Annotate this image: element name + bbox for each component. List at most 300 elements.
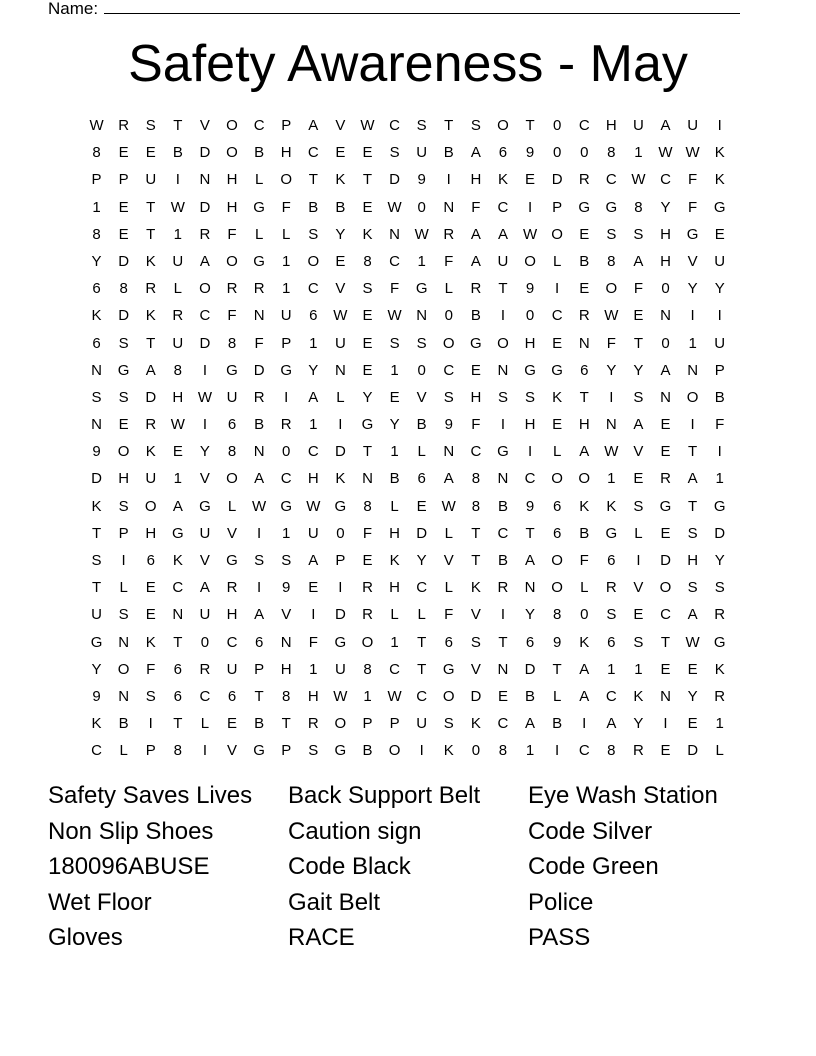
grid-letter: V xyxy=(335,117,346,134)
grid-letter: P xyxy=(714,361,725,379)
grid-letter: P xyxy=(118,524,129,542)
grid-letter: A xyxy=(199,579,210,597)
grid-letter: L xyxy=(444,280,453,298)
grid-letter: I xyxy=(500,606,506,624)
grid-letter: R xyxy=(362,606,373,624)
grid-letter: C xyxy=(470,443,482,461)
grid-letter: W xyxy=(387,198,402,216)
grid-letter: N xyxy=(253,443,265,461)
grid-letter: U xyxy=(145,470,157,488)
grid-letter: 1 xyxy=(634,144,643,162)
grid-letter: G xyxy=(713,633,726,651)
grid-letter: O xyxy=(388,742,401,760)
grid-letter: K xyxy=(91,497,102,515)
grid-letter: 0 xyxy=(336,524,345,542)
grid-letter: L xyxy=(715,742,724,760)
grid-letter: I xyxy=(257,524,262,542)
grid-letter: L xyxy=(417,443,426,461)
grid-row xyxy=(83,710,733,737)
grid-letter: I xyxy=(148,715,153,733)
word-list-item: Caution sign xyxy=(288,817,422,845)
grid-letter: W xyxy=(604,307,619,325)
grid-letter: W xyxy=(685,633,700,651)
grid-letter: B xyxy=(362,742,373,760)
grid-letter: W xyxy=(522,225,538,243)
grid-letter: P xyxy=(254,660,265,678)
grid-letter: T xyxy=(688,497,698,515)
grid-letter: 9 xyxy=(92,443,101,461)
grid-letter: A xyxy=(633,416,644,434)
grid-letter: A xyxy=(443,470,454,488)
grid-letter: E xyxy=(362,198,373,216)
grid-letter: I xyxy=(609,388,614,406)
grid-letter: V xyxy=(227,524,238,542)
grid-letter: L xyxy=(444,579,453,597)
grid-letter: W xyxy=(604,443,619,461)
grid-letter: G xyxy=(659,497,672,515)
grid-letter: T xyxy=(498,280,508,298)
grid-letter: B xyxy=(254,144,265,162)
grid-letter: Y xyxy=(714,280,725,298)
grid-letter: A xyxy=(660,361,671,379)
grid-letter: Y xyxy=(633,361,644,379)
grid-row xyxy=(83,248,733,275)
grid-letter: 8 xyxy=(119,280,128,298)
grid-letter: L xyxy=(580,579,589,597)
grid-letter: O xyxy=(226,144,238,162)
grid-letter: E xyxy=(525,171,536,189)
grid-letter: N xyxy=(91,416,102,434)
grid-letter: Y xyxy=(416,552,427,569)
grid-letter: P xyxy=(389,715,400,733)
word-list-item: Code Black xyxy=(288,853,411,880)
grid-letter: I xyxy=(690,307,695,325)
grid-letter: C xyxy=(605,171,617,189)
grid-letter: I xyxy=(257,579,262,597)
grid-letter: D xyxy=(660,552,671,569)
grid-letter: E xyxy=(687,715,698,733)
grid-letter: C xyxy=(578,117,590,134)
grid-letter: T xyxy=(173,117,183,134)
grid-letter: O xyxy=(686,388,699,406)
grid-letter: C xyxy=(660,171,671,189)
grid-letter: E xyxy=(145,144,156,162)
grid-letter: 1 xyxy=(173,225,182,243)
grid-letter: T xyxy=(173,633,183,651)
grid-letter: O xyxy=(117,443,130,461)
grid-letter: L xyxy=(282,225,291,243)
grid-letter: F xyxy=(227,225,237,243)
grid-letter: N xyxy=(578,334,590,352)
grid-letter: R xyxy=(633,742,644,760)
grid-letter: B xyxy=(714,388,725,406)
grid-letter: T xyxy=(498,633,508,651)
grid-letter: H xyxy=(280,144,292,162)
grid-letter: R xyxy=(199,225,211,243)
grid-letter: O xyxy=(551,579,563,597)
grid-letter: E xyxy=(308,579,319,597)
grid-letter: I xyxy=(175,171,180,189)
grid-letter: E xyxy=(172,443,183,461)
grid-letter: V xyxy=(470,660,481,678)
grid-letter: E xyxy=(660,443,671,461)
grid-letter: O xyxy=(551,225,563,243)
grid-letter: 6 xyxy=(580,361,589,379)
grid-letter: K xyxy=(91,307,102,325)
grid-letter: A xyxy=(470,252,481,270)
grid-letter: U xyxy=(91,606,102,624)
grid-letter: 9 xyxy=(525,144,535,162)
grid-letter: I xyxy=(582,715,587,733)
grid-letter: 1 xyxy=(525,742,535,760)
grid-letter: A xyxy=(145,361,156,379)
grid-row xyxy=(83,465,733,492)
grid-letter: U xyxy=(145,171,157,189)
grid-row xyxy=(83,656,733,683)
grid-letter: W xyxy=(414,225,429,243)
grid-letter: C xyxy=(497,198,509,216)
grid-letter: N xyxy=(280,633,292,651)
grid-letter: K xyxy=(552,388,563,406)
grid-letter: C xyxy=(443,361,455,379)
grid-letter: N xyxy=(605,416,617,434)
grid-letter: 6 xyxy=(607,633,616,651)
grid-letter: E xyxy=(362,144,373,162)
grid-letter: C xyxy=(253,117,265,134)
grid-letter: H xyxy=(389,579,400,597)
grid-letter: S xyxy=(118,334,129,352)
grid-letter: E xyxy=(497,687,508,705)
grid-letter: G xyxy=(334,633,347,651)
grid-letter: E xyxy=(362,361,373,379)
grid-letter: V xyxy=(470,606,481,624)
grid-letter: 1 xyxy=(390,633,399,651)
grid-letter: G xyxy=(470,334,482,352)
grid-letter: C xyxy=(524,470,536,488)
grid-letter: U xyxy=(172,252,184,270)
grid-letter: R xyxy=(578,171,590,189)
grid-letter: K xyxy=(470,579,481,597)
grid-letter: H xyxy=(687,552,699,569)
grid-letter: I xyxy=(636,552,641,569)
grid-letter: G xyxy=(334,742,347,760)
grid-letter: O xyxy=(524,252,536,270)
grid-letter: L xyxy=(390,606,399,624)
grid-letter: S xyxy=(714,579,725,597)
grid-letter: S xyxy=(606,606,617,624)
grid-letter: R xyxy=(470,280,482,298)
grid-letter: L xyxy=(119,742,128,760)
grid-letter: 9 xyxy=(282,579,291,597)
grid-letter: U xyxy=(334,660,346,678)
grid-letter: O xyxy=(551,552,563,569)
grid-letter: N xyxy=(524,579,536,597)
grid-letter: U xyxy=(633,117,644,134)
grid-letter: 1 xyxy=(607,660,616,678)
grid-letter: A xyxy=(199,252,210,270)
grid-row xyxy=(83,601,733,628)
grid-letter: S xyxy=(281,552,292,569)
grid-letter: G xyxy=(524,361,536,379)
grid-letter: K xyxy=(470,715,481,733)
grid-letter: B xyxy=(552,715,563,733)
grid-letter: O xyxy=(442,334,455,352)
grid-letter: I xyxy=(717,307,722,325)
grid-letter: H xyxy=(226,198,238,216)
grid-letter: F xyxy=(281,198,291,216)
grid-letter: C xyxy=(307,144,319,162)
grid-letter: I xyxy=(284,388,289,406)
grid-letter: V xyxy=(443,552,454,569)
word-list-item: Wet Floor xyxy=(48,888,152,916)
grid-letter: N xyxy=(416,307,428,325)
grid-letter: G xyxy=(199,497,211,515)
word-list-item: Eye Wash Station xyxy=(528,782,718,809)
grid-letter: A xyxy=(606,715,617,733)
grid-row xyxy=(83,139,733,166)
grid-letter: C xyxy=(389,252,400,270)
grid-letter: S xyxy=(633,497,644,515)
word-search-grid xyxy=(83,112,733,765)
grid-letter: 8 xyxy=(173,742,182,760)
grid-row xyxy=(83,194,733,221)
grid-letter: W xyxy=(441,497,456,515)
grid-letter: T xyxy=(525,524,535,542)
grid-letter: E xyxy=(552,416,563,434)
grid-letter: A xyxy=(660,117,671,134)
grid-letter: 0 xyxy=(417,198,426,216)
grid-letter: S xyxy=(633,633,644,651)
grid-letter: U xyxy=(172,334,184,352)
grid-letter: F xyxy=(579,552,589,569)
name-field xyxy=(48,0,748,18)
grid-letter: W xyxy=(333,307,348,325)
grid-letter: D xyxy=(334,606,346,624)
grid-letter: H xyxy=(172,388,184,406)
grid-letter: H xyxy=(605,117,617,134)
word-list-column xyxy=(288,778,528,956)
grid-letter: E xyxy=(416,497,427,515)
grid-letter: F xyxy=(444,606,454,624)
grid-letter: H xyxy=(470,388,482,406)
grid-letter: B xyxy=(416,416,427,434)
grid-letter: 6 xyxy=(146,552,155,569)
grid-letter: E xyxy=(335,252,346,270)
grid-letter: 6 xyxy=(92,280,101,298)
grid-letter: R xyxy=(226,579,238,597)
grid-letter: 0 xyxy=(282,443,291,461)
grid-letter: S xyxy=(497,388,508,406)
grid-letter: 0 xyxy=(417,361,426,379)
word-list xyxy=(48,778,768,956)
grid-letter: U xyxy=(280,307,292,325)
grid-letter: K xyxy=(335,171,346,189)
grid-letter: 8 xyxy=(227,443,237,461)
grid-letter: P xyxy=(145,742,156,760)
grid-letter: V xyxy=(335,280,346,298)
grid-row xyxy=(83,520,733,547)
grid-letter: 1 xyxy=(173,470,182,488)
grid-letter: H xyxy=(660,225,671,243)
grid-letter: W xyxy=(658,144,673,162)
grid-letter: 1 xyxy=(309,660,318,678)
grid-letter: 8 xyxy=(498,742,508,760)
grid-letter: I xyxy=(338,416,343,434)
grid-letter: I xyxy=(663,715,668,733)
grid-letter: G xyxy=(253,198,265,216)
grid-letter: C xyxy=(199,307,211,325)
grid-letter: E xyxy=(145,606,156,624)
grid-letter: H xyxy=(280,660,292,678)
grid-letter: E xyxy=(687,660,698,678)
grid-letter: I xyxy=(717,443,722,461)
grid-letter: 8 xyxy=(227,334,237,352)
grid-letter: F xyxy=(254,334,264,352)
grid-letter: K xyxy=(389,552,400,569)
grid-letter: S xyxy=(145,117,156,134)
grid-letter: G xyxy=(713,198,726,216)
grid-letter: 8 xyxy=(471,497,481,515)
grid-letter: E xyxy=(660,660,671,678)
grid-letter: O xyxy=(226,252,238,270)
grid-letter: I xyxy=(311,606,316,624)
grid-letter: T xyxy=(471,552,481,569)
grid-letter: P xyxy=(91,171,102,189)
grid-letter: E xyxy=(389,388,400,406)
grid-letter: 6 xyxy=(173,660,182,678)
grid-letter: H xyxy=(226,606,238,624)
grid-letter: W xyxy=(197,388,212,406)
grid-letter: S xyxy=(687,579,698,597)
grid-letter: 6 xyxy=(92,334,101,352)
grid-letter: S xyxy=(633,388,644,406)
grid-letter: C xyxy=(497,715,509,733)
grid-letter: K xyxy=(362,225,373,243)
grid-letter: W xyxy=(170,416,185,434)
grid-letter: T xyxy=(308,171,318,189)
grid-letter: T xyxy=(417,660,427,678)
grid-letter: U xyxy=(307,524,319,542)
name-label: Name: xyxy=(48,0,99,18)
grid-letter: 8 xyxy=(92,144,101,162)
grid-letter: H xyxy=(307,687,319,705)
grid-letter: B xyxy=(389,470,400,488)
grid-letter: U xyxy=(416,144,428,162)
word-list-item: Code Green xyxy=(528,853,659,880)
grid-letter: E xyxy=(660,524,671,542)
grid-letter: V xyxy=(199,552,210,569)
grid-letter: 1 xyxy=(309,416,318,434)
grid-letter: R xyxy=(226,280,238,298)
grid-letter: L xyxy=(336,388,345,406)
grid-letter: W xyxy=(631,171,646,189)
grid-letter: E xyxy=(470,361,481,379)
grid-letter: 6 xyxy=(309,307,318,325)
grid-letter: I xyxy=(690,416,695,434)
grid-letter: T xyxy=(91,524,102,542)
grid-letter: Y xyxy=(687,687,698,705)
grid-letter: F xyxy=(227,307,237,325)
grid-letter: 9 xyxy=(92,687,101,705)
grid-letter: L xyxy=(173,280,182,298)
grid-letter: 6 xyxy=(552,497,562,515)
grid-letter: U xyxy=(226,388,238,406)
grid-letter: 1 xyxy=(282,524,291,542)
grid-letter: G xyxy=(497,443,509,461)
grid-letter: A xyxy=(525,552,536,569)
grid-letter: N xyxy=(687,361,699,379)
grid-letter: E xyxy=(335,144,346,162)
grid-letter: L xyxy=(634,524,643,542)
grid-letter: B xyxy=(308,198,319,216)
grid-letter: 0 xyxy=(661,334,670,352)
grid-letter: W xyxy=(360,117,375,134)
grid-letter: E xyxy=(118,198,129,216)
grid-letter: R xyxy=(578,307,590,325)
grid-letter: F xyxy=(606,334,616,352)
grid-letter: H xyxy=(118,470,130,488)
grid-row xyxy=(83,737,733,764)
grid-letter: F xyxy=(389,280,400,298)
grid-letter: G xyxy=(605,524,618,542)
grid-letter: 9 xyxy=(417,171,426,189)
grid-letter: L xyxy=(552,443,562,461)
grid-letter: C xyxy=(551,307,563,325)
grid-letter: N xyxy=(118,687,130,705)
grid-letter: N xyxy=(389,225,400,243)
grid-letter: V xyxy=(633,579,644,597)
grid-letter: K xyxy=(579,633,590,651)
grid-letter: W xyxy=(333,687,348,705)
grid-letter: V xyxy=(227,742,238,760)
grid-letter: B xyxy=(254,715,265,733)
grid-letter: C xyxy=(172,579,184,597)
grid-letter: O xyxy=(442,687,455,705)
grid-letter: A xyxy=(525,715,536,733)
grid-letter: L xyxy=(254,225,264,243)
grid-letter: T xyxy=(660,633,671,651)
grid-letter: P xyxy=(281,334,292,352)
grid-letter: 0 xyxy=(661,280,670,298)
grid-letter: N xyxy=(497,660,509,678)
grid-letter: P xyxy=(335,552,346,569)
grid-letter: K xyxy=(91,715,102,733)
grid-letter: S xyxy=(91,552,102,569)
grid-letter: W xyxy=(170,198,185,216)
grid-letter: F xyxy=(471,198,481,216)
grid-letter: V xyxy=(199,117,210,134)
grid-letter: E xyxy=(714,225,725,243)
grid-letter: E xyxy=(362,552,373,569)
word-list-item: RACE xyxy=(288,924,355,951)
grid-letter: I xyxy=(202,361,207,379)
grid-letter: C xyxy=(416,687,428,705)
grid-letter: 1 xyxy=(390,443,399,461)
grid-letter: G xyxy=(90,633,103,651)
grid-letter: G xyxy=(442,660,455,678)
grid-letter: S xyxy=(389,334,400,352)
grid-row xyxy=(83,166,733,193)
grid-letter: L xyxy=(417,606,426,624)
grid-letter: U xyxy=(687,117,699,134)
grid-letter: S xyxy=(308,742,319,760)
grid-letter: S xyxy=(118,497,129,515)
grid-letter: R xyxy=(714,687,726,705)
grid-letter: T xyxy=(444,117,454,134)
grid-letter: L xyxy=(552,687,562,705)
grid-letter: E xyxy=(660,416,671,434)
grid-letter: E xyxy=(362,334,373,352)
